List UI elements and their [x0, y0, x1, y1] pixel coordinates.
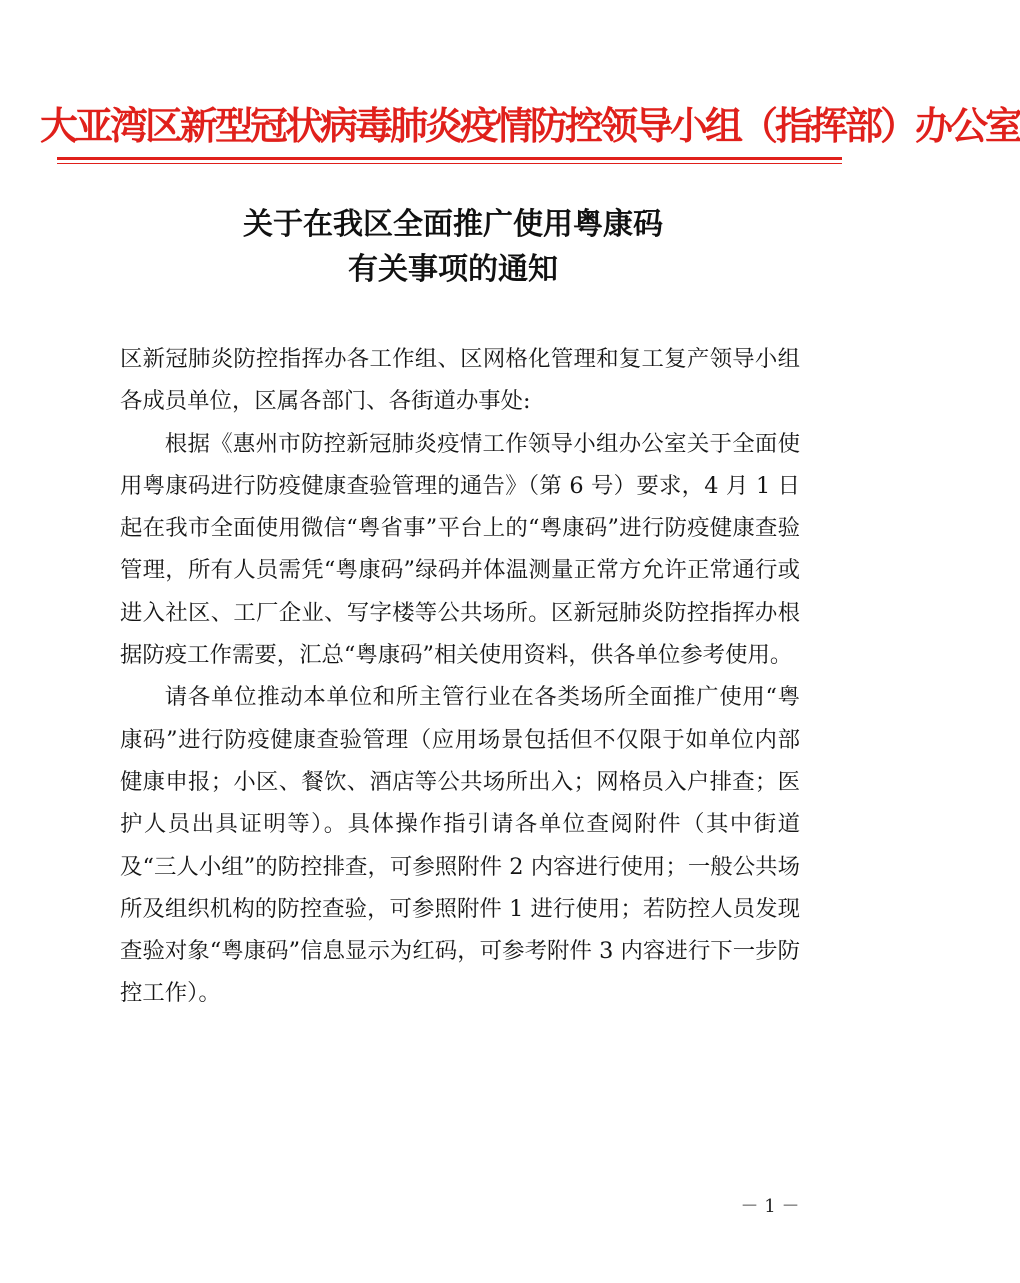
document-title-line-1: 关于在我区全面推广使用粤康码 [243, 207, 663, 242]
body-paragraph-1: 根据《惠州市防控新冠肺炎疫情工作领导小组办公室关于全面使用粤康码进行防疫健康查验管理的通告》（第 6 号）要求，4 月 1 日起在我市全面使用微信“粤省事”平台上的“粤康码”进行防疫健康查验管理，所有人员需凭“粤康码”绿码并体温测量正常方允许正常通行或进入社区、工厂企业、写字楼等公共场所。区新冠肺炎防控指挥办根据防疫工作需要，汇总“粤康码”相关使用资料，供各单位参考使用。 [120, 430, 800, 669]
header-red-rule-thin [57, 163, 842, 164]
document-title-line-2: 有关事项的通知 [348, 252, 558, 287]
page-number: － 1 － [740, 1196, 800, 1217]
issuing-office-header: 大亚湾区新型冠状病毒肺炎疫情防控领导小组（指挥部）办公室 [40, 103, 1020, 148]
body-paragraph-2: 请各单位推动本单位和所主管行业在各类场所全面推广使用“粤康码”进行防疫健康查验管理（应用场景包括但不仅限于如单位内部健康申报；小区、餐饮、酒店等公共场所出入；网格员入户排查；医护人员出具证明等）。具体操作指引请各单位查阅附件（其中街道及“三人小组”的防控排查，可参照附件 2 内容进行使用；一般公共场所及组织机构的防控查验，可参照附件 1 进行使用；若防控人员发现查验对象“粤康码”信息显示为红码，可参考附件 3 内容进行下一步防控工作）。 [120, 684, 800, 1007]
salutation: 区新冠肺炎防控指挥办各工作组、区网格化管理和复工复产领导小组各成员单位，区属各部门、各街道办事处: [120, 346, 800, 415]
header-red-rule-thick [57, 157, 842, 160]
document-body [120, 338, 800, 1015]
